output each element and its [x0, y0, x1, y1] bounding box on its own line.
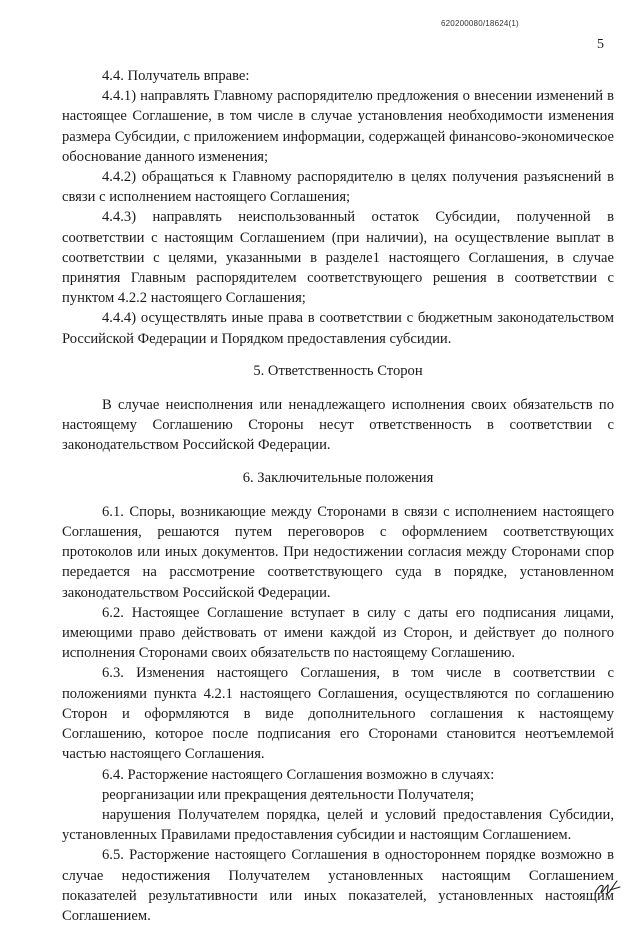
clause-4-4-1: 4.4.1) направлять Главному распорядителю предложения о внесении изменений в настоящее Соглашение, в том числе в случае установления необходимости изменения размера Субсидии, с приложением информации, содержащей финансово-экономическое обоснование данного изменения; [62, 88, 614, 165]
section-6-title: 6. Заключительные положения [242, 469, 434, 486]
section-5-text: В случае неисполнения или ненадлежащего исполнения своих обязательств по настоящему Соглашению Стороны несут ответственность в соответствии с законодательством Российской Федерации. [62, 397, 614, 454]
document-code: 620200080/18624(1) [441, 19, 519, 28]
clause-4-4-3: 4.4.3) направлять неиспользованный остаток Субсидии, полученной в соответствии с настоящим Соглашением (при наличии), на осуществление выплат в соответствии с целями, указанными в разделе1 настоящего Соглашения, в случае принятия Главным распорядителем соответствующего решения в соответствии с пунктом 4.2.2 настоящего Соглашения; [62, 209, 614, 307]
document-body [62, 66, 614, 926]
clause-4-4-2: 4.4.2) обращаться к Главному распорядителю в целях получения разъяснений в связи с исполнением настоящего Соглашения; [62, 169, 614, 206]
page-number: 5 [597, 37, 604, 52]
clause-4-4: 4.4. Получатель вправе: [102, 68, 250, 84]
handwritten-initials-icon [592, 875, 624, 897]
clause-6-5: 6.5. Расторжение настоящего Соглашения в одностороннем порядке возможно в случае недостижения Получателем установленных настоящим Соглашением показателей результативности или иных показателей, установленных настоящим Соглашением. [62, 847, 614, 924]
clause-6-1: 6.1. Споры, возникающие между Сторонами в связи с исполнением настоящего Соглашения, решаются путем переговоров с оформлением соответствующих протоколов или иных документов. При недостижении согласия между Сторонами спор передается на рассмотрение соответствующего суда в порядке, установленном законодательством Российской Федерации. [62, 503, 614, 601]
clause-6-4-item-a: реорганизации или прекращения деятельности Получателя; [102, 786, 475, 803]
clause-6-2: 6.2. Настоящее Соглашение вступает в силу с даты его подписания лицами, имеющими право действовать от имени каждой из Сторон, и действует до полного исполнения Сторонами своих обязательств по настоящему Соглашению. [62, 604, 614, 662]
clause-6-4: 6.4. Расторжение настоящего Соглашения возможно в случаях: [102, 766, 495, 783]
clause-6-4-item-b: нарушения Получателем порядка, целей и условий предоставления Субсидии, установленных Правилами предоставления субсидии и настоящим Соглашением. [62, 806, 614, 844]
section-5-title: 5. Ответственность Сторон [253, 362, 423, 379]
clause-4-4-4: 4.4.4) осуществлять иные права в соответствии с бюджетным законодательством Российской Федерации и Порядком предоставления субсидии. [62, 310, 614, 347]
clause-6-3: 6.3. Изменения настоящего Соглашения, в том числе в соответствии с положениями пункта 4.2.1 настоящего Соглашения, осуществляются по соглашению Сторон и оформляются в виде дополнительного соглашения к настоящему Соглашению, которое после подписания его Сторонами становится неотъемлемой частью настоящего Соглашения. [62, 665, 614, 763]
